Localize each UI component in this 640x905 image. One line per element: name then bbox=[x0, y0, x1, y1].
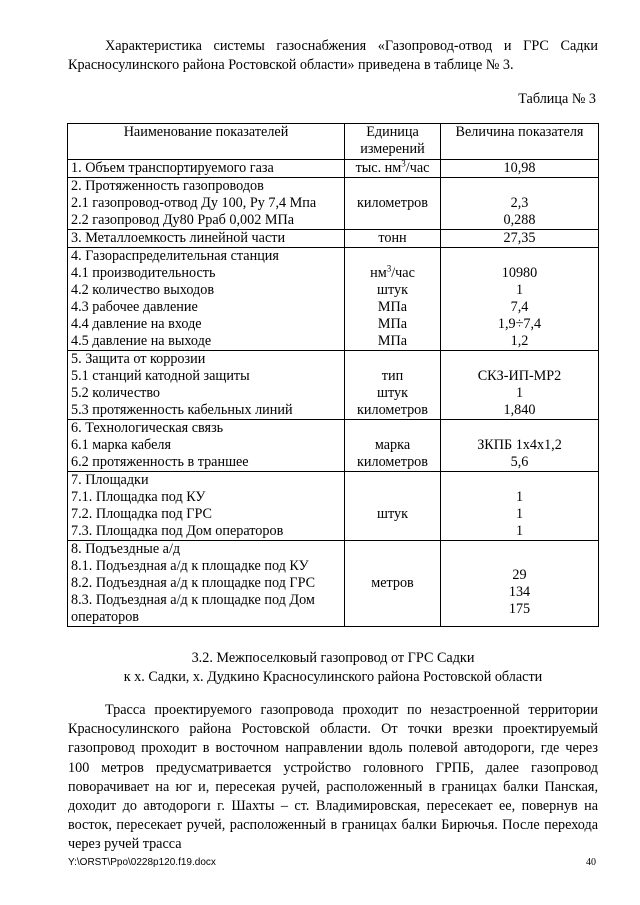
row-value: 2,3 bbox=[510, 195, 529, 211]
row-name: 5.3 протяженность кабельных линий bbox=[71, 402, 293, 418]
row-name: 6. Технологическая связь bbox=[71, 420, 224, 436]
row-unit: тонн bbox=[378, 230, 407, 246]
row-name: 8. Подъездные а/д bbox=[71, 541, 181, 557]
row-name: 4.2 количество выходов bbox=[71, 282, 215, 298]
row-name: 4.3 рабочее давление bbox=[71, 299, 198, 315]
table-row bbox=[68, 248, 599, 351]
body-paragraph: Трасса проектируемого газопровода проходит по незастроенной территории Красносулинского района Ростовской области. От точки врезки проектируемый газопровод проходит в восточном направлении вдоль полевой автодороги, где через 100 метров предусматривается устройство головного ГРПБ, далее газопровод поворачивает на юг и, пересекая ручей, расположенный в границах балки Панская, доходит до автодороги г. Шахты – ст. Владимировская, пересекает ее, повернув на восток, пересекает ручей, расположенный в границах балки Бирючья. После перехода через ручей трасса bbox=[68, 702, 598, 853]
row-name: 7.2. Площадка под ГРС bbox=[71, 506, 212, 522]
row-name: 8.2. Подъездная а/д к площадке под ГРС bbox=[71, 575, 316, 591]
row-name: 6.2 протяженность в траншее bbox=[71, 454, 249, 470]
section-heading-line2: к х. Садки, х. Дудкино Красносулинского района Ростовской области bbox=[123, 669, 543, 685]
header-name: Наименование показателей bbox=[68, 124, 345, 160]
row-name: 8.3. Подъездная а/д к площадке под Дом операторов bbox=[71, 592, 315, 625]
row-unit: метров bbox=[371, 575, 414, 591]
row-value: 7,4 bbox=[510, 299, 529, 315]
table-row bbox=[68, 178, 599, 230]
table-caption: Таблица № 3 bbox=[518, 91, 596, 107]
page-number: 40 bbox=[586, 857, 596, 868]
row-name: 6.1 марка кабеля bbox=[71, 437, 171, 453]
table-row bbox=[68, 541, 599, 627]
row-value: 29 bbox=[512, 566, 527, 583]
row-value: 175 bbox=[508, 600, 531, 617]
specification-table bbox=[67, 123, 599, 627]
row-unit: километров bbox=[357, 402, 428, 418]
row-name: 8.1. Подъездная а/д к площадке под КУ bbox=[71, 558, 309, 574]
table-row bbox=[68, 351, 599, 420]
row-name: 2.1 газопровод-отвод Ду 100, Ру 7,4 Мпа bbox=[71, 195, 317, 211]
row-name: 4.1 производительность bbox=[71, 265, 216, 281]
row-unit: тип bbox=[381, 368, 404, 384]
row-name: 5.1 станций катодной защиты bbox=[71, 368, 250, 384]
row-name: 3. Металлоемкость линейной части bbox=[71, 230, 286, 246]
header-value: Величина показателя bbox=[441, 124, 599, 160]
row-value: 1 bbox=[515, 523, 524, 539]
row-value: 1 bbox=[515, 506, 524, 522]
table-row bbox=[68, 160, 599, 178]
row-value: 1,840 bbox=[503, 402, 536, 418]
row-value: 5,6 bbox=[510, 454, 529, 470]
row-value: 1 bbox=[515, 385, 524, 401]
row-unit: штук bbox=[377, 385, 408, 401]
table-row bbox=[68, 420, 599, 472]
row-value: ЗКПБ 1х4х1,2 bbox=[477, 437, 562, 453]
row-unit: марка bbox=[374, 437, 411, 453]
section-heading bbox=[68, 649, 598, 687]
table-row bbox=[68, 230, 599, 248]
row-name: 5.2 количество bbox=[71, 385, 161, 401]
row-unit: штук bbox=[377, 282, 408, 298]
row-name: 2. Протяженность газопроводов bbox=[71, 178, 264, 194]
row-value: 27,35 bbox=[503, 230, 536, 246]
row-unit: МПа bbox=[377, 299, 408, 315]
row-unit: $нм^3$/час bbox=[370, 263, 415, 281]
row-unit: МПа bbox=[377, 316, 408, 332]
row-value: 134 bbox=[508, 583, 531, 600]
row-name: 4.5 давление на выходе bbox=[71, 333, 212, 349]
row-value: 10980 bbox=[501, 265, 538, 281]
header-unit: Единица измерений bbox=[345, 124, 441, 160]
row-unit: тыс. $нм^3$/час bbox=[355, 158, 430, 176]
row-value: 1 bbox=[515, 282, 524, 298]
section-heading-line1: 3.2. Межпоселковый газопровод от ГРС Садки bbox=[191, 650, 475, 666]
row-name: 7. Площадки bbox=[71, 472, 149, 488]
row-value: 1 bbox=[515, 489, 524, 505]
table-header-row bbox=[68, 124, 599, 160]
row-value: 1,2 bbox=[510, 333, 529, 349]
row-name: 7.1. Площадка под КУ bbox=[71, 489, 206, 505]
row-name: 5. Защита от коррозии bbox=[71, 351, 206, 367]
row-unit: МПа bbox=[377, 333, 408, 349]
row-value: 1,9÷7,4 bbox=[497, 316, 542, 332]
row-unit: километров bbox=[357, 454, 428, 470]
row-value: 0,288 bbox=[503, 212, 536, 228]
row-name: 4. Газораспределительная станция bbox=[71, 248, 279, 264]
row-unit: километров bbox=[357, 195, 428, 211]
footer-file-path: Y:\ORST\Ppo\0228p120.f19.docx bbox=[68, 857, 216, 868]
row-name: 2.2 газопровод Ду80 Рраб 0,002 МПа bbox=[71, 212, 295, 228]
row-name: 1. Объем транспортируемого газа bbox=[71, 160, 274, 176]
row-unit: штук bbox=[377, 506, 408, 522]
row-name: 4.4 давление на входе bbox=[71, 316, 202, 332]
intro-paragraph: Характеристика системы газоснабжения «Газопровод-отвод и ГРС Садки Красносулинского района Ростовской области» приведена в таблице № 3. bbox=[68, 38, 598, 73]
row-value: СКЗ-ИП-МР2 bbox=[477, 368, 562, 384]
table-row bbox=[68, 472, 599, 541]
row-name: 7.3. Площадка под Дом операторов bbox=[71, 523, 284, 539]
row-value: 10,98 bbox=[503, 160, 536, 176]
